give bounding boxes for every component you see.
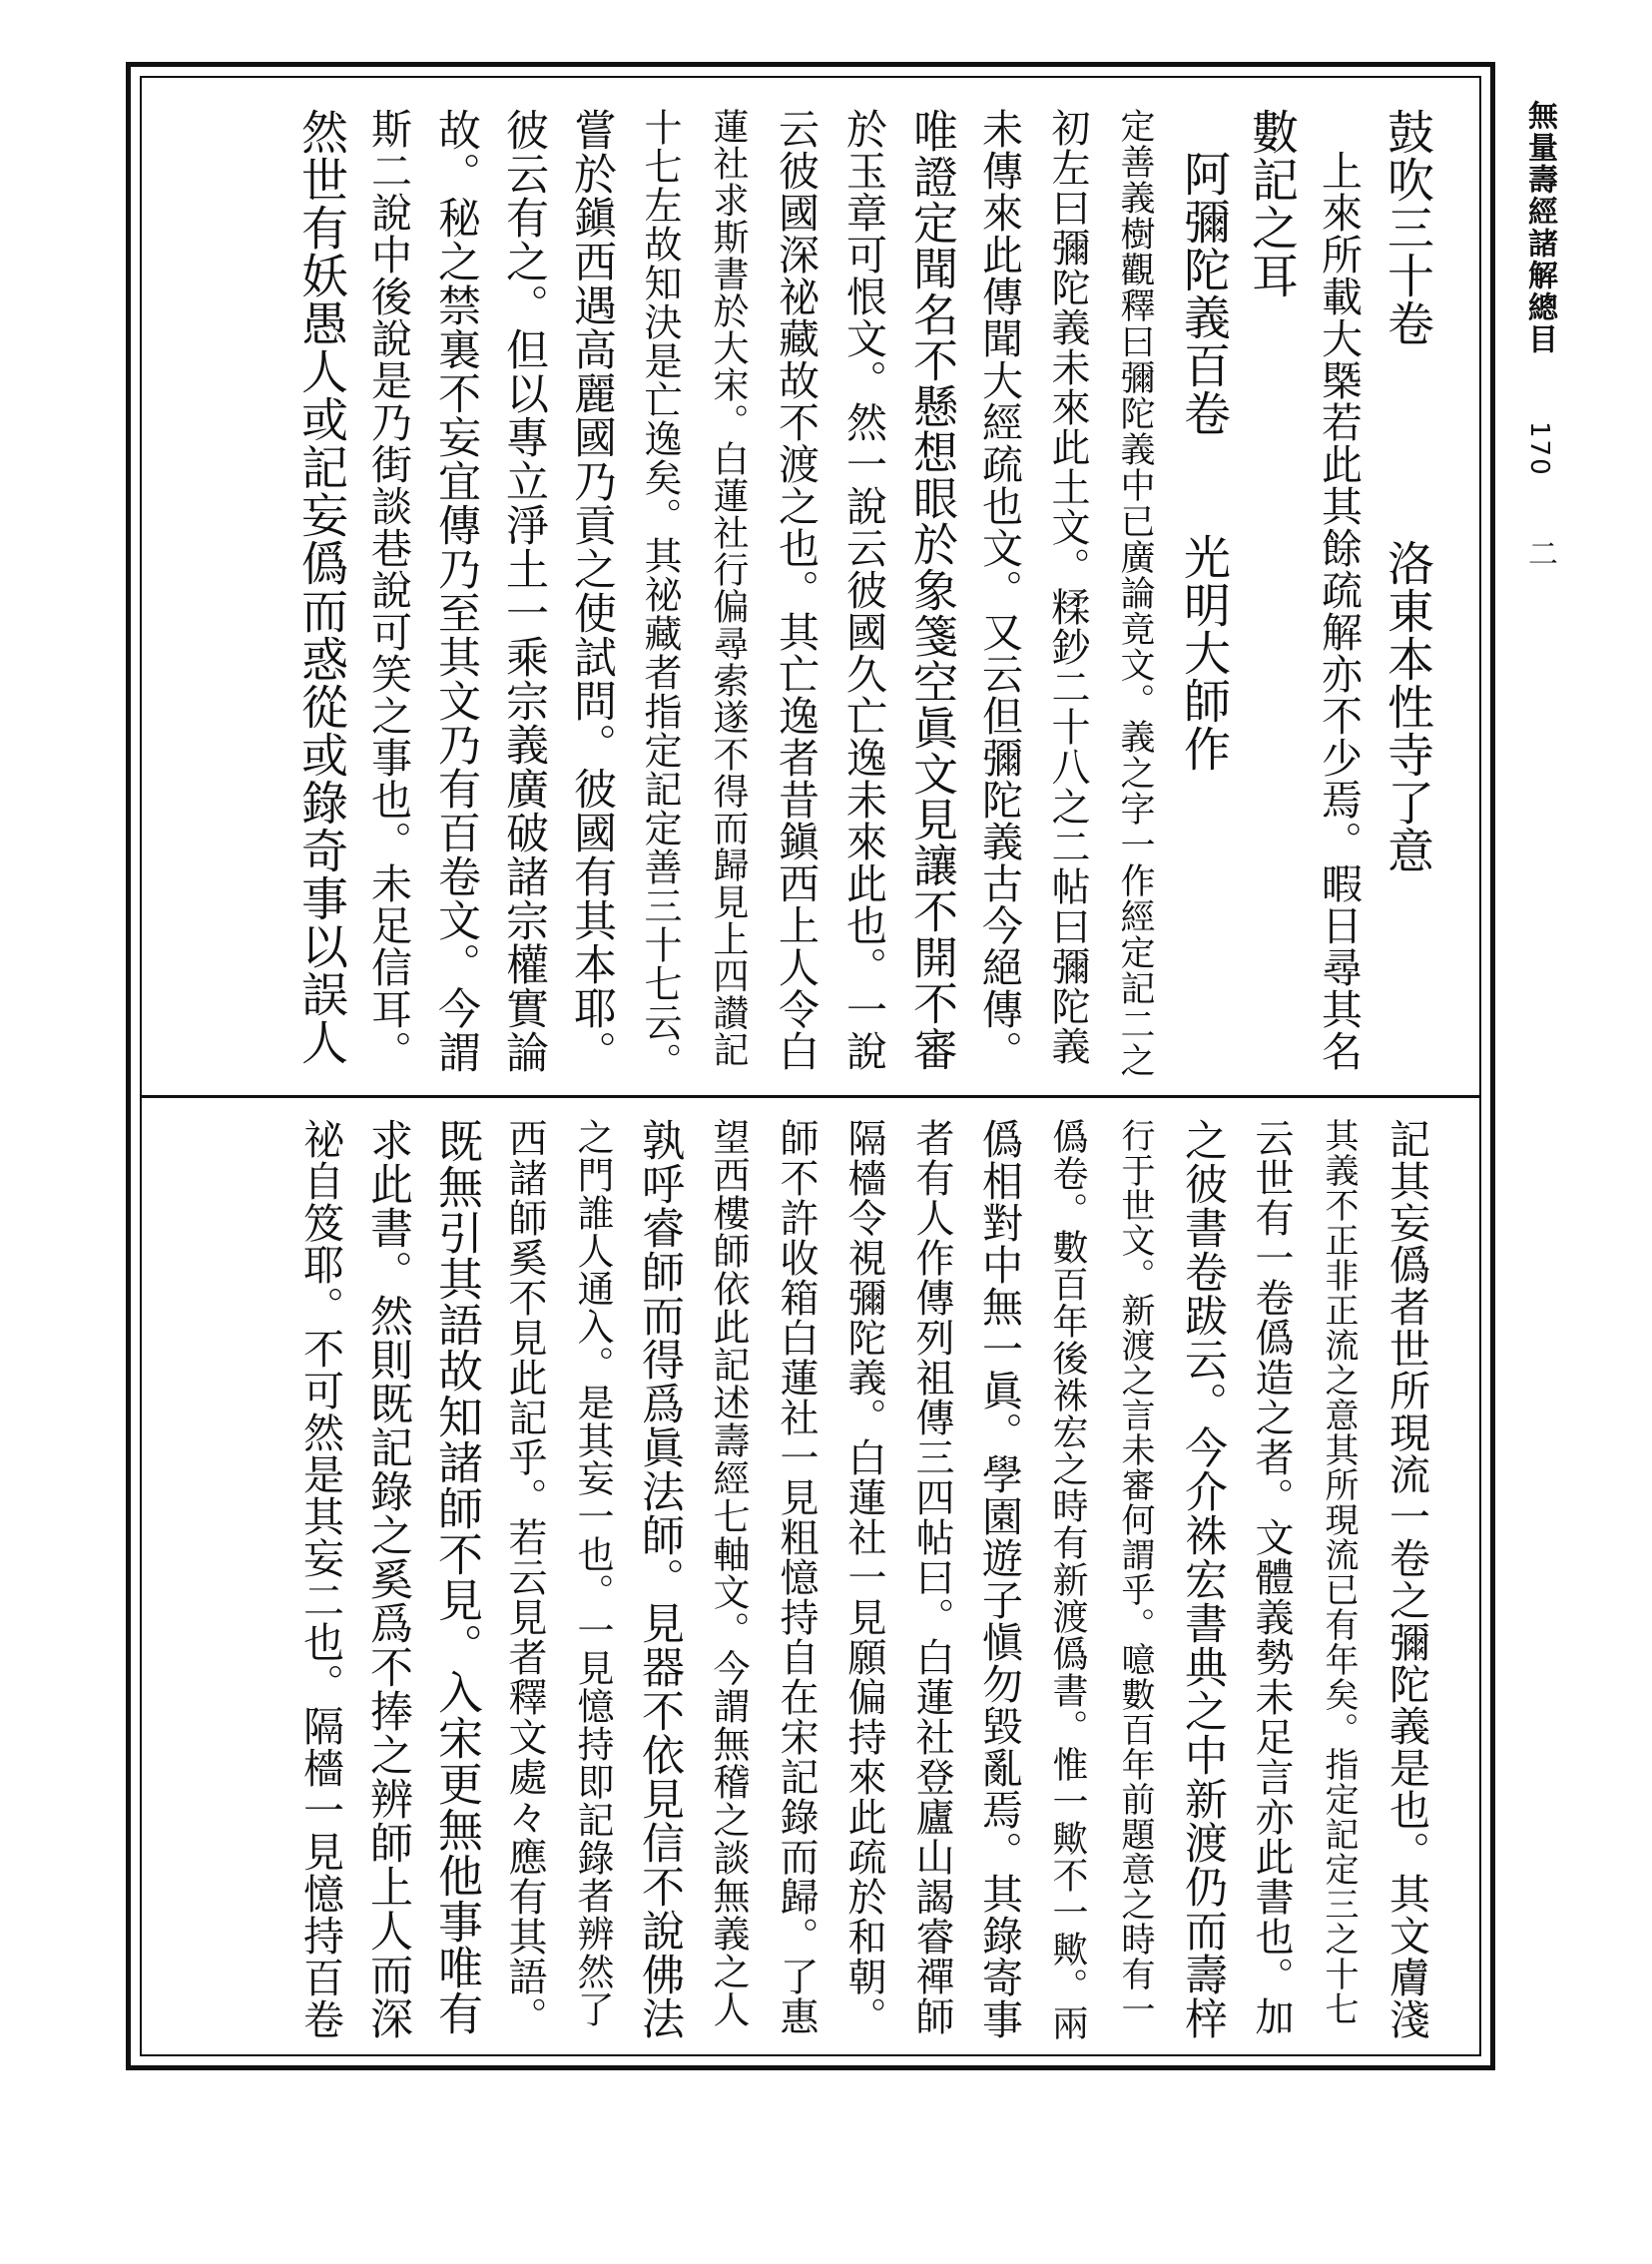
lower-col-13: 之門誰人通入。是其妄一也。一見憶持即記錄者辨然了 [571,1118,614,2028]
lower-col-6: 僞卷。數百年後袾宏之時有新渡僞書。惟一歟不一歟。兩 [1047,1118,1088,2041]
lower-col-16: 求此書。然則既記錄之奚爲不捧之辨師上人而深 [363,1118,413,2040]
lower-col-5: 行于世文。新渡之言未審何謂乎。噫數百年前題意之時有一 [1115,1118,1155,2026]
lower-col-11: 望西樓師依此記述壽經七軸文。今謂無稽之談無義之人 [707,1118,750,2028]
lower-col-9: 隔檣令視彌陀義。白蓮社一見願偏持來此疏於和朝。 [841,1118,886,2036]
upper-col-14: 彼云有之。但以專立淨土一乘宗義廣破諸宗權實論 [499,108,549,1074]
upper-col-10: 云彼國深祕藏故不渡之也。其亡逸者昔鎭西上人令白 [772,108,820,1072]
lower-col-2: 其義不正非正流之意其所現流已有年矣。指定記定三之十七 [1319,1118,1359,2026]
lower-col-12: 孰呼睿師而得爲眞法師。見器不依見信不說佛法 [635,1118,685,2040]
lower-col-14: 西諸師奚不見此記乎。若云見者釋文處々應有其語。 [502,1118,547,2036]
upper-col-9: 於玉章可恨文。然一說云彼國久亡逸未來此也。一說 [839,108,887,1072]
upper-col-16: 斯二說中後說是乃街談巷說可笑之事也。未足信耳。 [364,108,412,1072]
lower-col-17: 祕自笈耶。不可然是其妄二也。隔檣一見憶持百卷 [296,1118,344,2040]
header-title: 無量壽經諸解總目 [1522,100,1557,355]
lower-col-15: 既無引其語故知諸師不見。入宋更無他事唯有 [430,1118,483,2036]
upper-col-6: 初左曰彌陀義未來此土文。糅鈔二十八之二帖曰彌陀義 [1045,108,1090,1066]
upper-col-2: 上來所載大槩若此其餘疏解亦不少焉。暇日尋其名 [1315,150,1363,1072]
lower-col-8: 者有人作傳列祖傳三四帖曰。白蓮社登廬山謁睿禪師 [909,1118,954,2036]
lower-col-10: 師不許收箱白蓮社一見粗憶持自在宋記錄而歸。了惠 [774,1118,819,2036]
upper-col-3: 數記之耳 [1244,108,1299,299]
lower-col-1: 記其妄僞者世所現流一卷之彌陀義是也。其文膚淺 [1382,1118,1430,2040]
upper-col-13: 嘗於鎭西遇高麗國乃貢之使試問。彼國有其本耶。 [567,108,617,1074]
upper-col-1: 鼓吹三十卷 洛東本性寺了意 [1379,108,1434,874]
lower-col-3: 云世有一卷僞造之者。文體義勢未足言亦此書也。加 [1249,1118,1294,2036]
upper-col-11: 蓮社求斯書於大宋。白蓮社行偏尋索遂不得而歸見上四讃記 [708,108,749,1068]
section-divider [142,1095,1479,1098]
running-header [1505,100,1561,1996]
upper-col-7: 未傳來此傳聞大經疏也文。又云但彌陀義古今絕傳。 [975,108,1023,1072]
upper-col-12: 十七左故知決是亡逸矣。其祕藏者指定記定善三十七云。 [638,108,682,1081]
upper-col-4: 阿彌陀義百卷 光明大師作 [1176,150,1231,773]
lower-col-4: 之彼書卷跋云。今介袾宏書典之中新渡仍而壽梓 [1178,1118,1228,2040]
upper-col-17: 然世有妖愚人或記妄僞而惑從或錄奇事以誤人 [293,108,348,1066]
lower-col-7: 僞相對中無一眞。學園遊子愼勿毀亂焉。其錄寄事 [975,1118,1023,2040]
page-number: 170 [1524,420,1554,477]
upper-col-5: 定善義樹觀釋曰彌陀義中已廣論竟文。義之字一作經定記二之 [1115,108,1155,1078]
section-number: 二 [1522,537,1557,570]
upper-col-15: 故。秘之禁裏不妄宜傳乃至其文乃有百卷文。今謂 [431,108,481,1074]
upper-col-8: 唯證定聞名不懸想眼於象箋空眞文見讓不開不審 [905,108,958,1072]
